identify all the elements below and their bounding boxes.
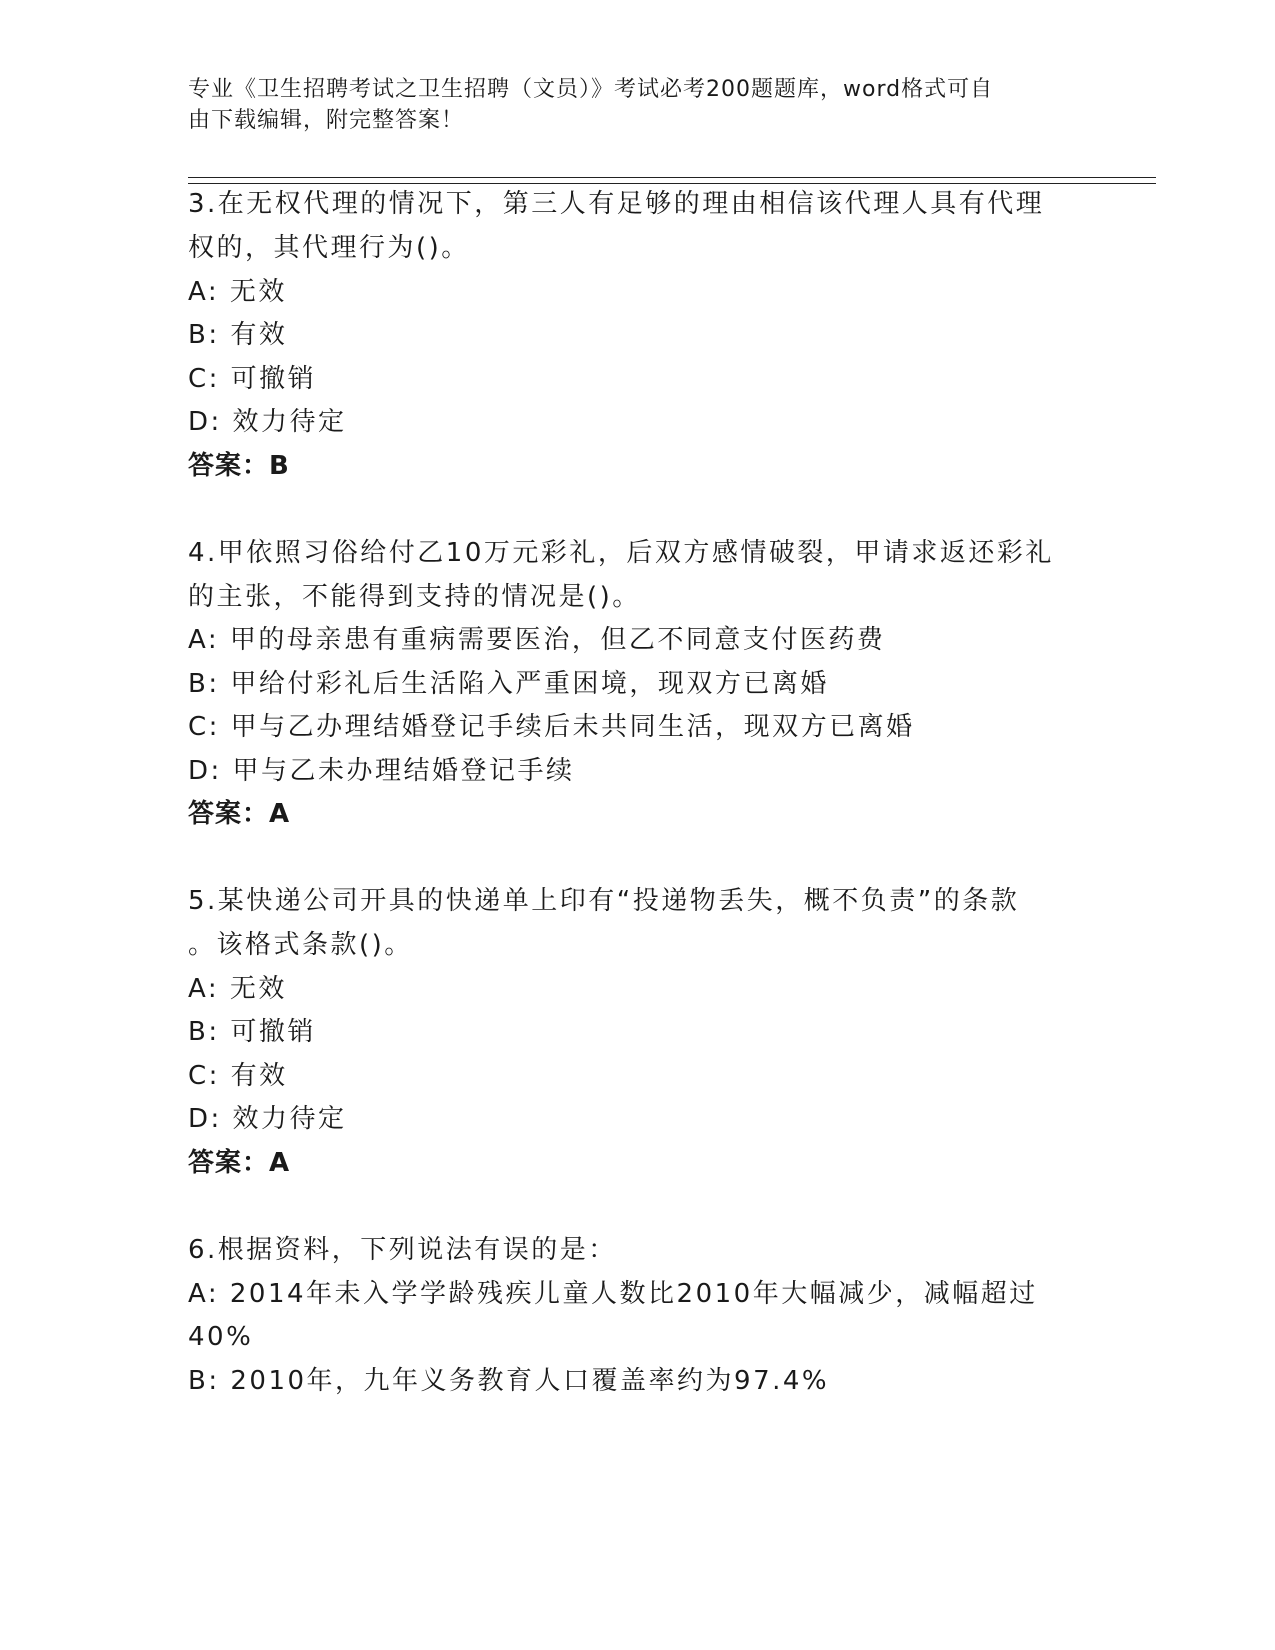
question-3-answer: 答案：B — [188, 451, 290, 481]
document-header — [188, 74, 1078, 136]
question-3-option-b: B: 有效 — [188, 320, 288, 350]
question-6-stem-line-1: 6.根据资料，下列说法有误的是： — [188, 1235, 617, 1265]
question-4-option-d: D: 甲与乙未办理结婚登记手续 — [188, 756, 575, 786]
header-divider-bottom — [188, 183, 1156, 184]
question-4-answer: 答案：A — [188, 799, 291, 829]
question-4-option-b: B: 甲给付彩礼后生活陷入严重困境，现双方已离婚 — [188, 669, 829, 699]
question-4-option-a: A: 甲的母亲患有重病需要医治，但乙不同意支付医药费 — [188, 625, 886, 655]
header-divider-top — [188, 177, 1156, 178]
question-5-answer: 答案：A — [188, 1148, 291, 1178]
question-5-option-c: C: 有效 — [188, 1061, 288, 1091]
question-5-option-a: A: 无效 — [188, 974, 287, 1004]
question-3-option-d: D: 效力待定 — [188, 407, 347, 437]
question-4-option-c: C: 甲与乙办理结婚登记手续后未共同生活，现双方已离婚 — [188, 712, 915, 742]
question-3-option-c: C: 可撤销 — [188, 364, 317, 394]
question-3-stem-line-2: 权的，其代理行为()。 — [188, 233, 470, 263]
question-3-option-a: A: 无效 — [188, 277, 287, 307]
question-6-option-b: B: 2010年，九年义务教育人口覆盖率约为97.4% — [188, 1366, 830, 1396]
question-4-stem-line-2: 的主张，不能得到支持的情况是()。 — [188, 582, 641, 612]
question-6-option-a-continued: 40% — [188, 1322, 254, 1352]
question-5-stem-line-1: 5.某快递公司开具的快递单上印有“投递物丢失，概不负责”的条款 — [188, 886, 1020, 916]
question-5-option-d: D: 效力待定 — [188, 1104, 347, 1134]
question-5-option-b: B: 可撤销 — [188, 1017, 316, 1047]
question-4-stem-line-1: 4.甲依照习俗给付乙10万元彩礼，后双方感情破裂，甲请求返还彩礼 — [188, 538, 1054, 568]
header-line-2: 由下载编辑，附完整答案！ — [188, 108, 465, 133]
question-3-stem-line-1: 3.在无权代理的情况下，第三人有足够的理由相信该代理人具有代理 — [188, 189, 1045, 219]
question-5-stem-line-2: 。该格式条款()。 — [188, 930, 413, 960]
question-6-option-a: A: 2014年未入学学龄残疾儿童人数比2010年大幅减少，减幅超过 — [188, 1279, 1038, 1309]
header-line-1: 专业《卫生招聘考试之卫生招聘（文员）》考试必考200题题库，word格式可自 — [188, 77, 994, 102]
